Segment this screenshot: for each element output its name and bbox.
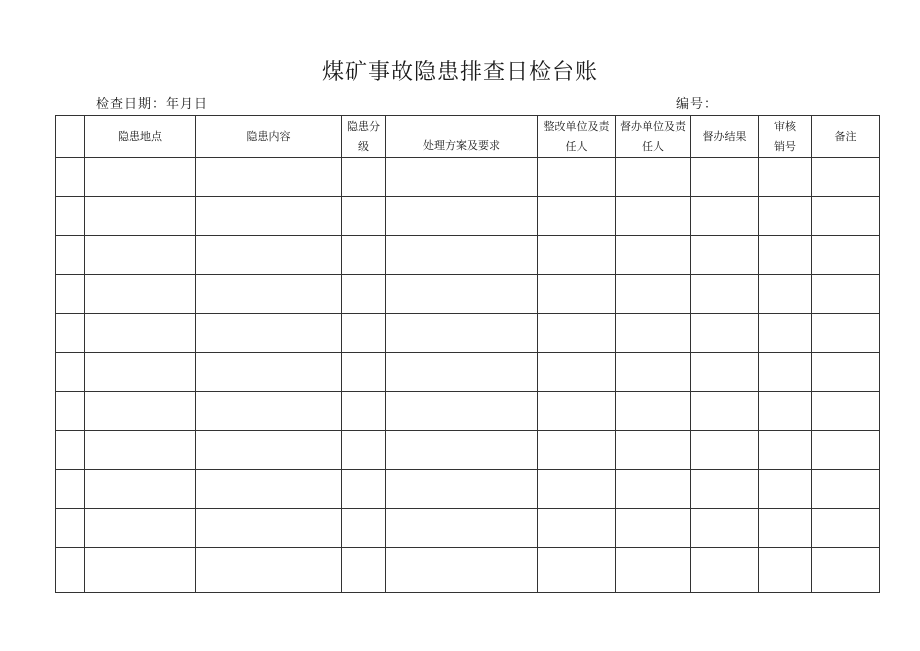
header-plan: 处理方案及要求: [386, 116, 538, 158]
table-cell-plan[interactable]: [386, 275, 538, 314]
table-cell-plan[interactable]: [386, 431, 538, 470]
header-supervise-result: 督办结果: [691, 116, 759, 158]
table-cell-supervise_unit[interactable]: [616, 353, 691, 392]
table-cell-rectify_unit[interactable]: [538, 158, 616, 197]
header-content: 隐患内容: [196, 116, 342, 158]
table-cell-remarks[interactable]: [812, 314, 880, 353]
table-cell-review[interactable]: [759, 197, 812, 236]
table-cell-review[interactable]: [759, 353, 812, 392]
table-cell-grade[interactable]: [342, 158, 386, 197]
table-cell-grade[interactable]: [342, 392, 386, 431]
header-location: 隐患地点: [85, 116, 196, 158]
table-cell-supervise_unit[interactable]: [616, 197, 691, 236]
table-cell-content[interactable]: [196, 470, 342, 509]
table-cell-supervise_result[interactable]: [691, 431, 759, 470]
table-cell-index[interactable]: [56, 392, 85, 431]
table-cell-content[interactable]: [196, 353, 342, 392]
table-cell-remarks[interactable]: [812, 431, 880, 470]
table-cell-content[interactable]: [196, 314, 342, 353]
table-cell-plan[interactable]: [386, 548, 538, 593]
table-cell-remarks[interactable]: [812, 236, 880, 275]
table-cell-supervise_unit[interactable]: [616, 509, 691, 548]
table-cell-remarks[interactable]: [812, 353, 880, 392]
table-cell-content[interactable]: [196, 431, 342, 470]
table-cell-index[interactable]: [56, 314, 85, 353]
table-cell-location[interactable]: [85, 470, 196, 509]
table-cell-grade[interactable]: [342, 314, 386, 353]
table-cell-grade[interactable]: [342, 548, 386, 593]
table-cell-location[interactable]: [85, 197, 196, 236]
table-cell-location[interactable]: [85, 158, 196, 197]
table-cell-remarks[interactable]: [812, 470, 880, 509]
table-cell-location[interactable]: [85, 353, 196, 392]
table-row: [56, 392, 880, 431]
table-row: [56, 158, 880, 197]
header-grade: 隐患分 级: [342, 116, 386, 158]
table-row: [56, 197, 880, 236]
table-row: [56, 353, 880, 392]
table-cell-index[interactable]: [56, 353, 85, 392]
table-cell-remarks[interactable]: [812, 509, 880, 548]
table-cell-plan[interactable]: [386, 197, 538, 236]
table-cell-plan[interactable]: [386, 509, 538, 548]
hazard-ledger-table: [55, 115, 880, 593]
table-cell-rectify_unit[interactable]: [538, 392, 616, 431]
table-cell-supervise_result[interactable]: [691, 236, 759, 275]
document-title: 煤矿事故隐患排查日检台账: [321, 60, 598, 85]
table-cell-supervise_unit[interactable]: [616, 392, 691, 431]
table-cell-index[interactable]: [56, 470, 85, 509]
table-cell-index[interactable]: [56, 548, 85, 593]
table-cell-plan[interactable]: [386, 314, 538, 353]
table-cell-review[interactable]: [759, 509, 812, 548]
table-cell-remarks[interactable]: [812, 158, 880, 197]
table-cell-supervise_result[interactable]: [691, 353, 759, 392]
table-cell-rectify_unit[interactable]: [538, 275, 616, 314]
table-cell-content[interactable]: [196, 197, 342, 236]
table-cell-remarks[interactable]: [812, 275, 880, 314]
table-cell-grade[interactable]: [342, 353, 386, 392]
table-cell-index[interactable]: [56, 275, 85, 314]
table-cell-remarks[interactable]: [812, 392, 880, 431]
table-cell-grade[interactable]: [342, 236, 386, 275]
header-index: [56, 116, 85, 158]
table-row: [56, 236, 880, 275]
table-cell-remarks[interactable]: [812, 197, 880, 236]
table-cell-index[interactable]: [56, 197, 85, 236]
table-cell-content[interactable]: [196, 392, 342, 431]
table-body: [56, 158, 880, 593]
table-cell-index[interactable]: [56, 158, 85, 197]
header-supervise-unit: 督办单位及责 任人: [616, 116, 691, 158]
table-cell-review[interactable]: [759, 431, 812, 470]
check-date-label: 检查日期：年月日: [96, 97, 209, 112]
table-cell-location[interactable]: [85, 509, 196, 548]
table-cell-review[interactable]: [759, 314, 812, 353]
table-cell-rectify_unit[interactable]: [538, 509, 616, 548]
header-remarks: 备注: [812, 116, 880, 158]
table-cell-rectify_unit[interactable]: [538, 548, 616, 593]
table-cell-plan[interactable]: [386, 158, 538, 197]
table-row: [56, 275, 880, 314]
table-cell-location[interactable]: [85, 236, 196, 275]
table-header-row: [56, 116, 880, 158]
table-cell-grade[interactable]: [342, 470, 386, 509]
table-cell-location[interactable]: [85, 548, 196, 593]
table-cell-review[interactable]: [759, 392, 812, 431]
table-row: [56, 470, 880, 509]
table-cell-review[interactable]: [759, 275, 812, 314]
table-cell-supervise_result[interactable]: [691, 158, 759, 197]
table-cell-rectify_unit[interactable]: [538, 470, 616, 509]
table-cell-rectify_unit[interactable]: [538, 236, 616, 275]
table-cell-supervise_result[interactable]: [691, 509, 759, 548]
header-rectify-unit: 整改单位及责 任人: [538, 116, 616, 158]
table-cell-supervise_unit[interactable]: [616, 314, 691, 353]
table-cell-location[interactable]: [85, 392, 196, 431]
table-cell-review[interactable]: [759, 470, 812, 509]
table-cell-supervise_unit[interactable]: [616, 236, 691, 275]
table-cell-location[interactable]: [85, 275, 196, 314]
table-cell-rectify_unit[interactable]: [538, 314, 616, 353]
table-cell-supervise_result[interactable]: [691, 392, 759, 431]
table-cell-supervise_unit[interactable]: [616, 470, 691, 509]
table-cell-supervise_unit[interactable]: [616, 275, 691, 314]
table-cell-grade[interactable]: [342, 431, 386, 470]
table-cell-plan[interactable]: [386, 470, 538, 509]
table-cell-content[interactable]: [196, 548, 342, 593]
table-cell-rectify_unit[interactable]: [538, 431, 616, 470]
table-cell-grade[interactable]: [342, 197, 386, 236]
table-cell-supervise_result[interactable]: [691, 470, 759, 509]
table-cell-rectify_unit[interactable]: [538, 353, 616, 392]
number-label: 编号：: [676, 97, 719, 112]
table-cell-index[interactable]: [56, 236, 85, 275]
table-cell-review[interactable]: [759, 236, 812, 275]
table-cell-plan[interactable]: [386, 392, 538, 431]
table-cell-supervise_result[interactable]: [691, 548, 759, 593]
table-cell-supervise_unit[interactable]: [616, 158, 691, 197]
table-cell-content[interactable]: [196, 158, 342, 197]
table-cell-index[interactable]: [56, 431, 85, 470]
table-cell-location[interactable]: [85, 431, 196, 470]
table-cell-index[interactable]: [56, 509, 85, 548]
table-cell-supervise_result[interactable]: [691, 197, 759, 236]
table-cell-review[interactable]: [759, 548, 812, 593]
table-cell-supervise_unit[interactable]: [616, 431, 691, 470]
table-cell-remarks[interactable]: [812, 548, 880, 593]
table-cell-review[interactable]: [759, 158, 812, 197]
table-cell-plan[interactable]: [386, 236, 538, 275]
table-cell-grade[interactable]: [342, 509, 386, 548]
table-cell-content[interactable]: [196, 509, 342, 548]
table-cell-supervise_result[interactable]: [691, 314, 759, 353]
table-row: [56, 509, 880, 548]
table-row: [56, 314, 880, 353]
table-row: [56, 431, 880, 470]
table-cell-content[interactable]: [196, 236, 342, 275]
table-cell-plan[interactable]: [386, 353, 538, 392]
table-cell-supervise_result[interactable]: [691, 275, 759, 314]
table-cell-supervise_unit[interactable]: [616, 548, 691, 593]
table-cell-content[interactable]: [196, 275, 342, 314]
table-cell-grade[interactable]: [342, 275, 386, 314]
header-review: 审核 销号: [759, 116, 812, 158]
table-row: [56, 548, 880, 593]
table-cell-rectify_unit[interactable]: [538, 197, 616, 236]
table-cell-location[interactable]: [85, 314, 196, 353]
